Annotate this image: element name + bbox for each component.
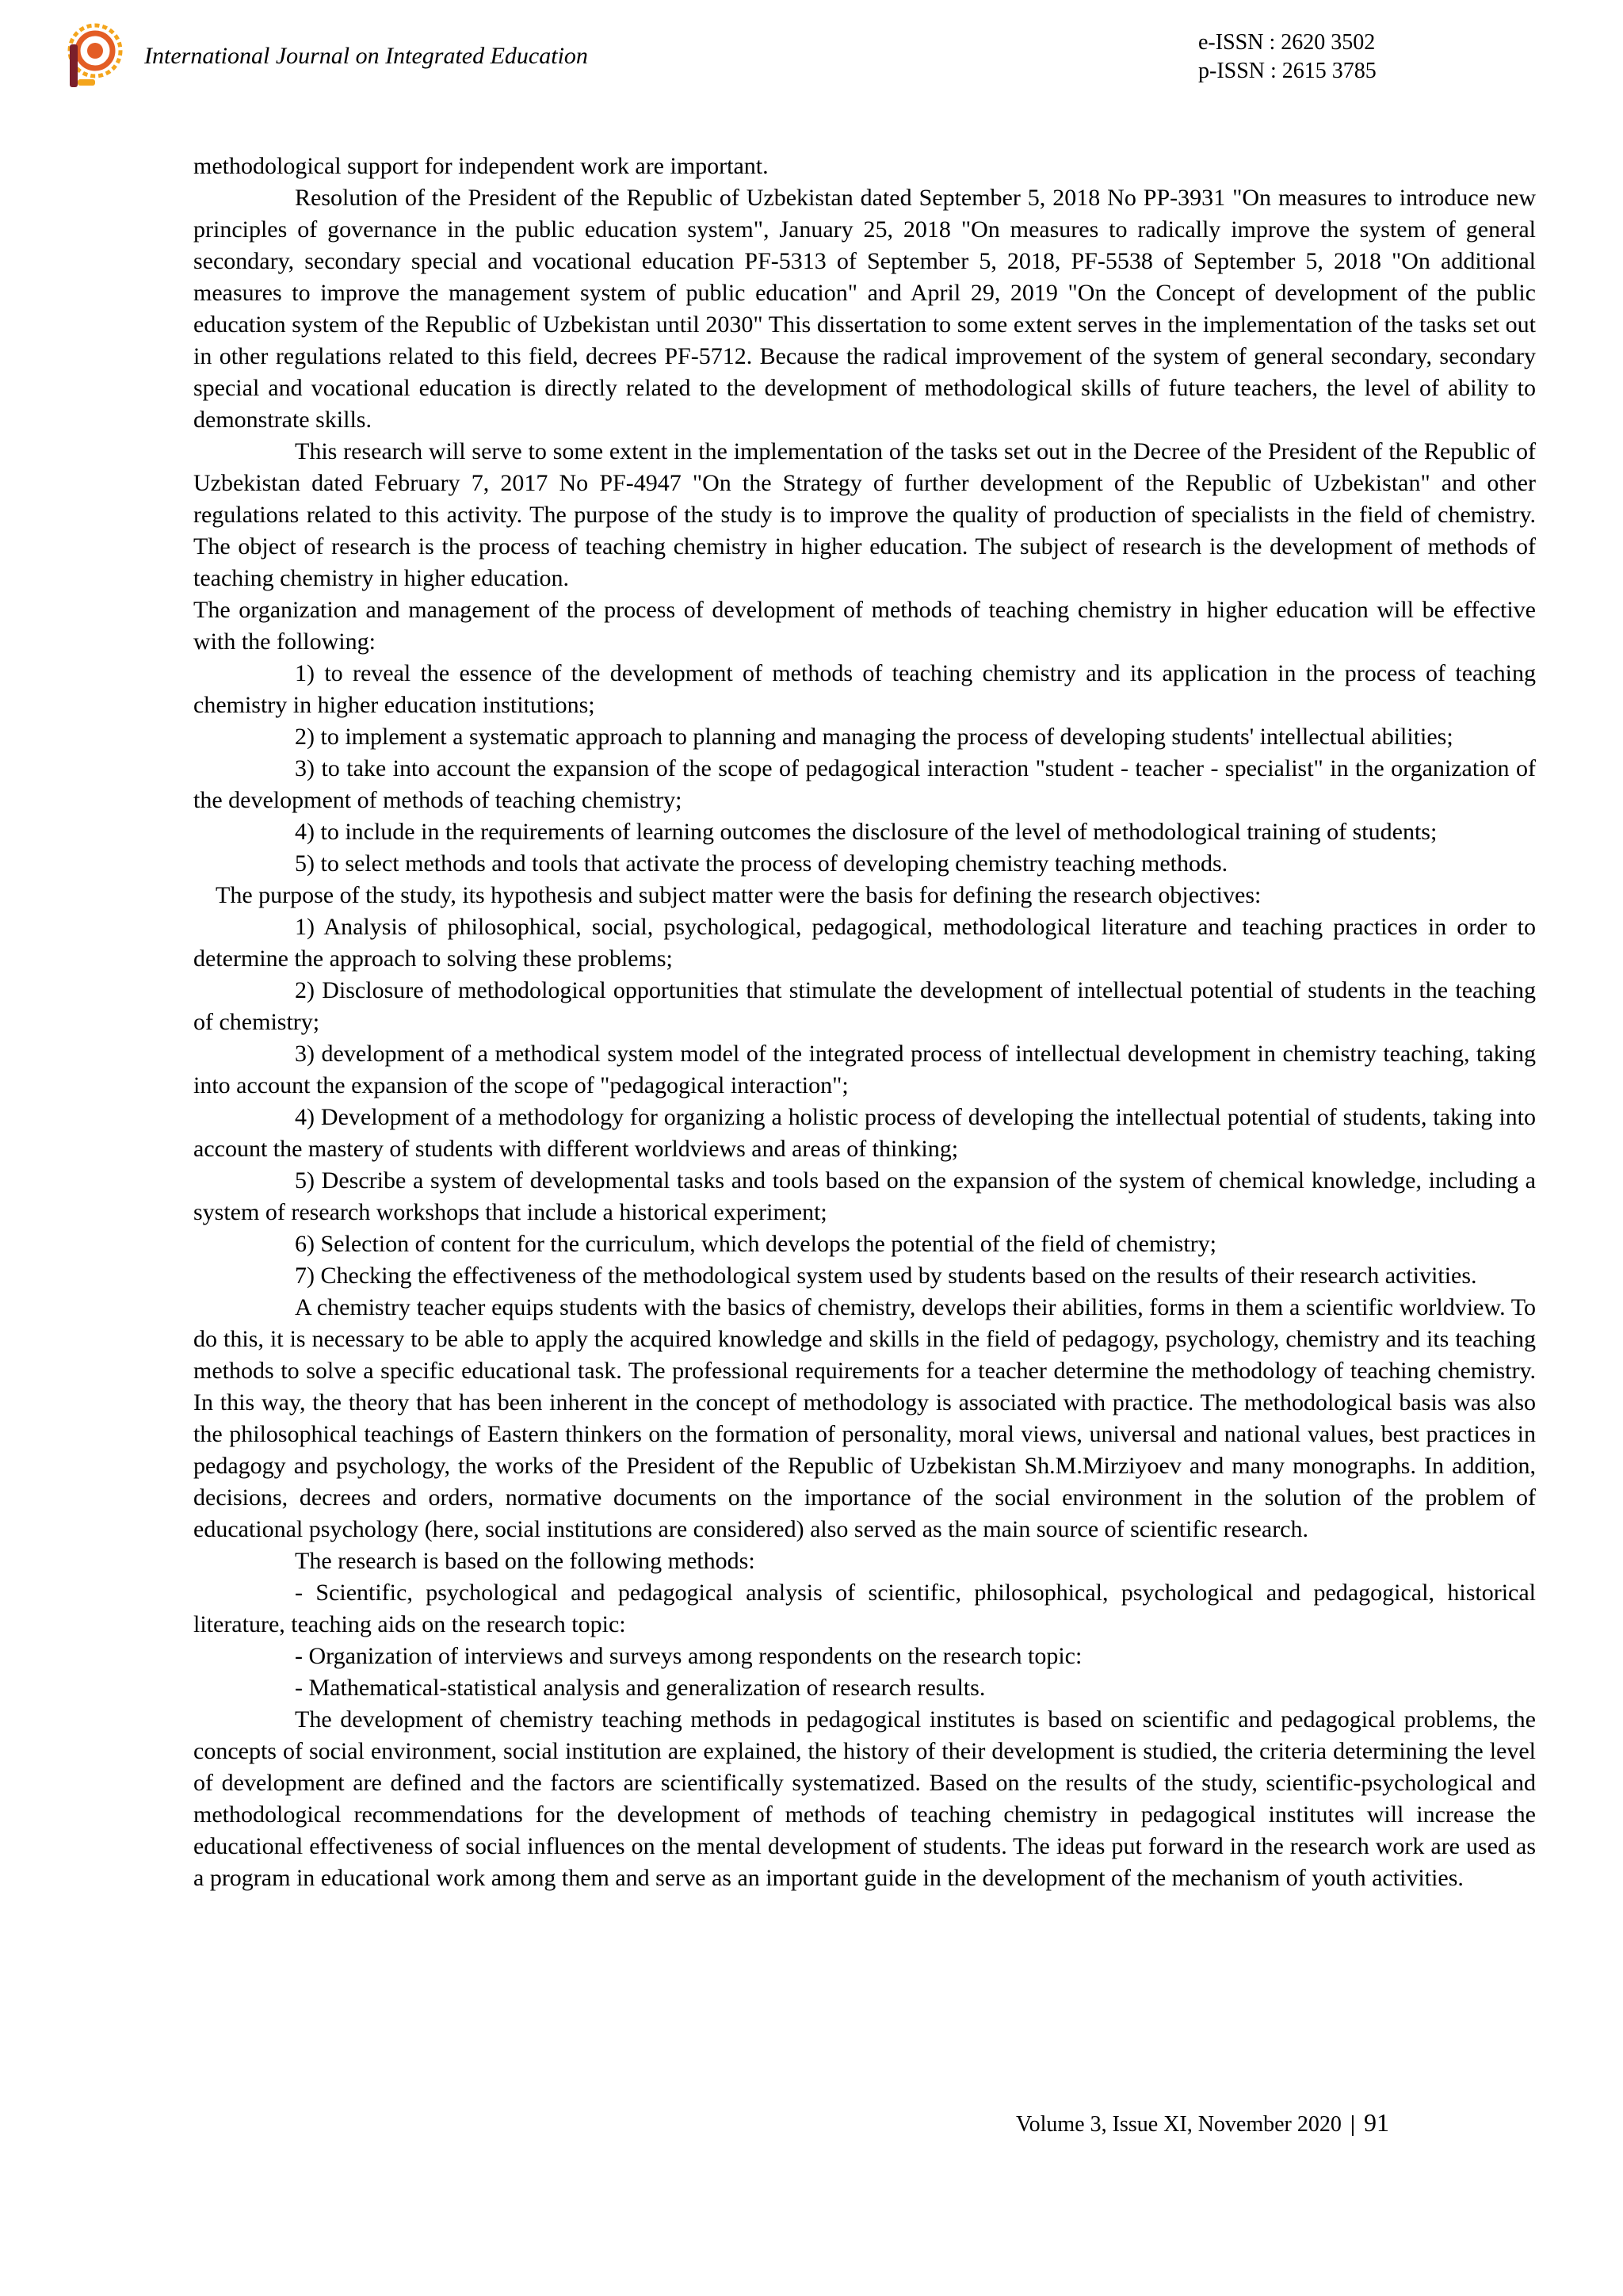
issn-block <box>1198 29 1377 86</box>
list-item: 2) to implement a systematic approach to planning and managing the process of developing students' intellectual abilities; <box>295 724 1453 750</box>
page-header <box>0 0 1623 111</box>
list-item: 2) Disclosure of methodological opportunities that stimulate the development of intellectual potential of students in the teaching of chemistry; <box>193 977 1536 1035</box>
paragraph: The organization and management of the process of development of methods of teaching chemistry in higher education will be effective with the following: <box>193 597 1536 655</box>
pissn: p-ISSN : 2615 3785 <box>1198 59 1377 83</box>
list-item: 1) Analysis of philosophical, social, psychological, pedagogical, methodological literature and teaching practices in order to determine the approach to solving these problems; <box>193 914 1536 972</box>
list-item: 6) Selection of content for the curriculum, which develops the potential of the field of chemistry; <box>295 1231 1216 1257</box>
page-footer <box>1016 2108 1389 2137</box>
paragraph: methodological support for independent work are important. <box>193 153 769 179</box>
paragraph: The purpose of the study, its hypothesis and subject matter were the basis for defining the research objectives: <box>216 882 1262 908</box>
list-item: 5) to select methods and tools that activate the process of developing chemistry teaching methods. <box>295 850 1228 877</box>
journal-logo-icon <box>65 21 124 89</box>
list-item: - Organization of interviews and surveys among respondents on the research topic: <box>295 1643 1083 1669</box>
page-number: 91 <box>1364 2108 1390 2137</box>
paragraph: The development of chemistry teaching methods in pedagogical institutes is based on scientific and pedagogical problems, the concepts of social environment, social institution are explained, the history of their development is studied, the criteria determining the level of development are defined and the factors are scientifically systematized. Based on the results of the study, scientific-psychological and methodological recommendations for the development of methods of teaching chemistry in pedagogical institutes will increase the educational effectiveness of social influences on the mental development of students. The ideas put forward in the research work are used as a program in educational work among them and serve as an important guide in the development of the mechanism of youth activities. <box>193 1706 1536 1891</box>
list-item: 7) Checking the effectiveness of the methodological system used by students based on the results of their research activities. <box>295 1263 1477 1289</box>
list-item: 4) to include in the requirements of learning outcomes the disclosure of the level of methodological training of students; <box>295 819 1438 845</box>
paragraph: A chemistry teacher equips students with the basics of chemistry, develops their abilities, forms in them a scientific worldview. To do this, it is necessary to be able to apply the acquired knowledge and skills in the field of pedagogy, psychology, chemistry and its teaching methods to solve a specific educational task. The professional requirements for a teacher determine the methodology of teaching chemistry. In this way, the theory that has been inherent in the concept of methodology is associated with practice. The methodological basis was also the philosophical teachings of Eastern thinkers on the formation of personality, moral views, universal and national values, best practices in pedagogy and psychology, the works of the President of the Republic of Uzbekistan Sh.M.Mirziyoev and many monographs. In addition, decisions, decrees and orders, normative documents on the importance of the social environment in the solution of the problem of educational psychology (here, social institutions are considered) also served as the main source of scientific research. <box>193 1294 1536 1542</box>
paragraph: This research will serve to some extent in the implementation of the tasks set out in the Decree of the President of the Republic of Uzbekistan dated February 7, 2017 No PF-4947 "On the Strategy of further development of the Republic of Uzbekistan" and other regulations related to this activity. The purpose of the study is to improve the quality of production of specialists in the field of chemistry. The object of research is the process of teaching chemistry in higher education. The subject of research is the development of methods of teaching chemistry in higher education. <box>193 438 1536 591</box>
list-item: 1) to reveal the essence of the development of methods of teaching chemistry and its application in the process of teaching chemistry in higher education institutions; <box>193 660 1536 718</box>
volume-info: Volume 3, Issue XI, November 2020 <box>1016 2112 1342 2137</box>
list-item: 3) development of a methodical system model of the integrated process of intellectual development in chemistry teaching, taking into account the expansion of the scope of "pedagogical interaction"; <box>193 1041 1536 1098</box>
list-item: - Mathematical-statistical analysis and generalization of research results. <box>295 1675 986 1701</box>
paragraph: The research is based on the following methods: <box>295 1548 755 1574</box>
list-item: 5) Describe a system of developmental tasks and tools based on the expansion of the system of chemical knowledge, including a system of research workshops that include a historical experiment; <box>193 1167 1536 1225</box>
article-body <box>193 151 1536 1894</box>
footer-separator: | <box>1350 2112 1356 2137</box>
list-item: - Scientific, psychological and pedagogical analysis of scientific, philosophical, psychological and pedagogical, historical literature, teaching aids on the research topic: <box>193 1580 1536 1637</box>
list-item: 4) Development of a methodology for organizing a holistic process of developing the intellectual potential of students, taking into account the mastery of students with different worldviews and areas of thinking; <box>193 1104 1536 1162</box>
list-item: 3) to take into account the expansion of the scope of pedagogical interaction "student - teacher - specialist" in the organization of the development of methods of teaching chemistry; <box>193 755 1536 813</box>
journal-name: International Journal on Integrated Education <box>144 43 588 69</box>
eissn: e-ISSN : 2620 3502 <box>1198 30 1376 55</box>
paragraph: Resolution of the President of the Republic of Uzbekistan dated September 5, 2018 No PP-3931 "On measures to introduce new principles of governance in the public education system", January 25, 2018 "On measures to radically improve the system of general secondary, secondary special and vocational education PF-5313 of September 5, 2018, PF-5538 of September 5, 2018 "On additional measures to improve the management system of public education" and April 29, 2019 "On the Concept of development of the public education system of the Republic of Uzbekistan until 2030" This dissertation to some extent serves in the implementation of the tasks set out in other regulations related to this field, decrees PF-5712. Because the radical improvement of the system of general secondary, secondary special and vocational education is directly related to the development of methodological skills of future teachers, the level of ability to demonstrate skills. <box>193 185 1536 433</box>
